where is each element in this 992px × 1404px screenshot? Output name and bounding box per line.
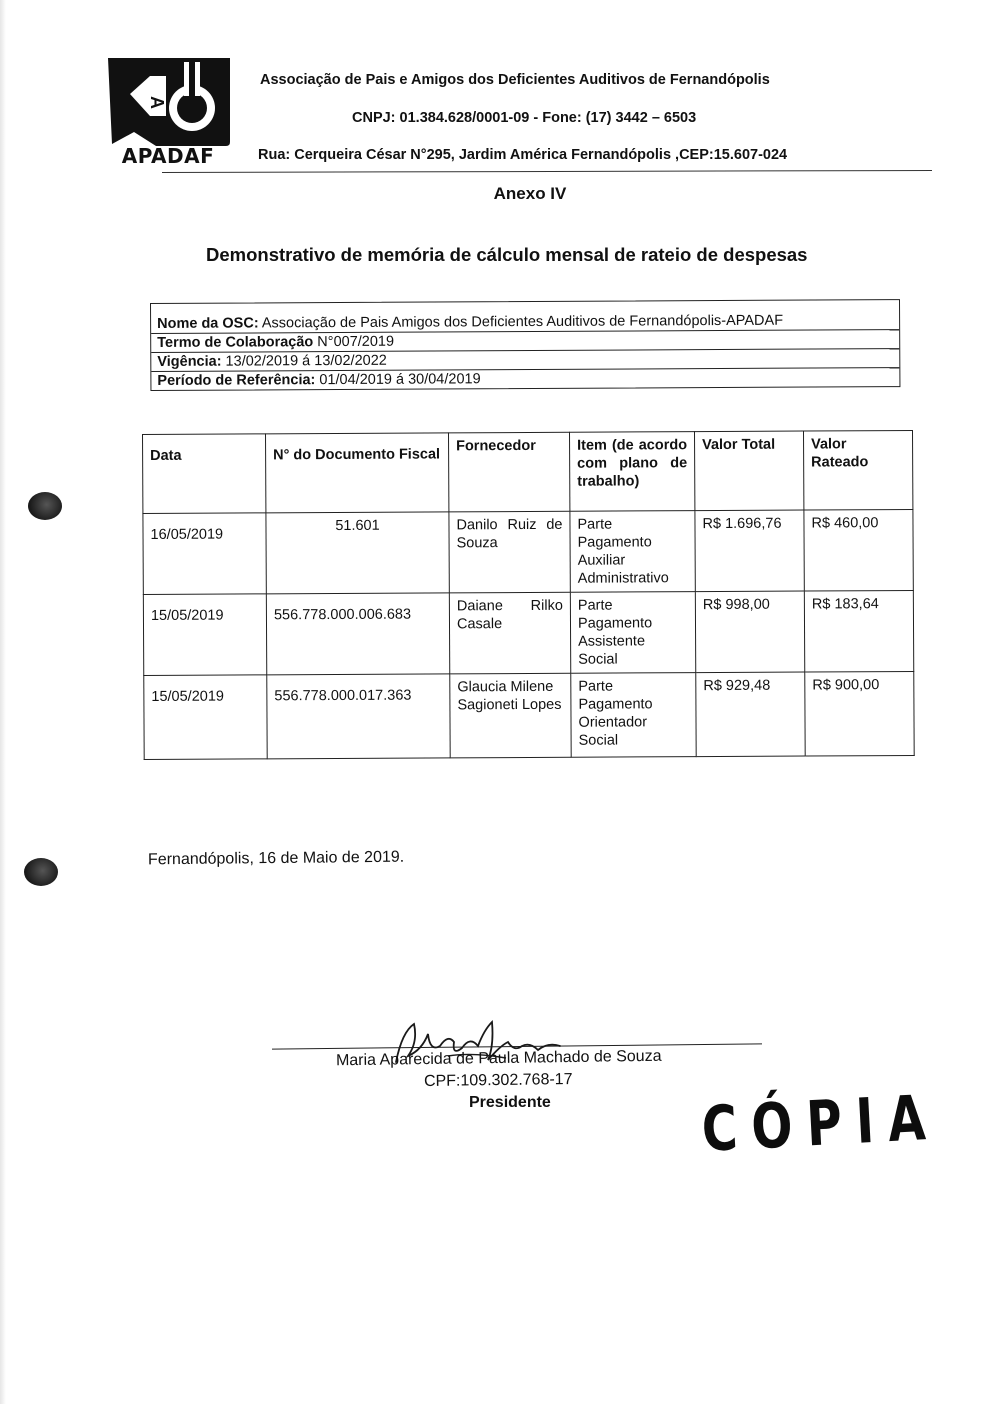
vigencia-label: Vigência: <box>157 353 222 370</box>
osc-name-value: Associação de Pais Amigos dos Deficientes Auditivos de Fernandópolis-APADAF <box>258 312 784 332</box>
cell-doc: 51.601 <box>266 512 449 594</box>
periodo-value: 01/04/2019 á 30/04/2019 <box>315 371 481 389</box>
header-divider <box>162 170 932 173</box>
org-name: Associação de Pais e Amigos dos Deficientes Auditivos de Fernandópolis <box>260 72 770 88</box>
header-item: Item (de acordo com plano de trabalho) <box>569 432 694 512</box>
osc-info-box <box>150 299 900 391</box>
cell-valor-total: R$ 998,00 <box>695 591 804 673</box>
document-title: Demonstrativo de memória de cálculo mensal de rateio de despesas <box>206 244 808 265</box>
signer-cpf: CPF:109.302.768-17 <box>423 1070 573 1091</box>
cell-item: Parte Pagamento Assistente Social <box>570 592 695 674</box>
cell-item: Parte Pagamento Orientador Social <box>571 673 696 758</box>
cell-fornecedor: Danilo Ruiz de Souza <box>449 511 570 593</box>
cell-doc: 556.778.000.006.683 <box>266 593 449 675</box>
cell-valor-rateado: R$ 183,64 <box>804 590 913 672</box>
table-header-row <box>143 430 913 513</box>
logo-letter-a: A <box>147 96 167 109</box>
periodo-label: Período de Referência: <box>157 372 316 389</box>
cell-data: 16/05/2019 <box>143 513 266 595</box>
org-address: Rua: Cerqueira César N°295, Jardim América Fernandópolis ,CEP:15.607-024 <box>258 147 788 163</box>
header-fornecedor: Fornecedor <box>448 432 569 512</box>
cell-valor-total: R$ 1.696,76 <box>695 510 804 592</box>
expense-table <box>142 430 915 760</box>
cell-doc: 556.778.000.017.363 <box>267 674 450 759</box>
table-row <box>143 590 913 675</box>
cell-data: 15/05/2019 <box>143 594 266 676</box>
cell-fornecedor: Daiane Rilko Casale <box>449 592 570 674</box>
punch-hole <box>24 858 58 886</box>
osc-name-row <box>151 300 899 334</box>
header-data: Data <box>143 434 266 514</box>
termo-label: Termo de Colaboração <box>157 334 314 351</box>
header-doc: N° do Documento Fiscal <box>266 433 449 513</box>
copy-stamp: CÓPIA <box>700 1080 942 1166</box>
vigencia-value: 13/02/2019 á 13/02/2022 <box>221 352 387 370</box>
punch-hole <box>28 492 62 520</box>
cnpj-phone: CNPJ: 01.384.628/0001-09 - Fone: (17) 3442 – 6503 <box>352 110 697 126</box>
header-valor-total: Valor Total <box>694 431 803 511</box>
cell-item: Parte Pagamento Auxiliar Administrativo <box>570 511 695 593</box>
periodo-row <box>151 368 899 390</box>
annex-title: Anexo IV <box>493 184 567 203</box>
logo-wordmark: APADAF <box>121 144 215 168</box>
cell-valor-total: R$ 929,48 <box>696 672 805 757</box>
table-row <box>144 671 914 759</box>
cell-fornecedor: Glaucia Milene Sagioneti Lopes <box>450 673 571 758</box>
header-valor-rateado: Valor Rateado <box>803 430 912 510</box>
signer-role: Presidente <box>469 1094 551 1111</box>
table-row <box>143 509 913 594</box>
signer-name: Maria Aparecida de Paula Machado de Souza <box>335 1047 662 1070</box>
osc-name-label: Nome da OSC: <box>157 315 259 332</box>
cell-valor-rateado: R$ 900,00 <box>805 671 914 756</box>
cell-valor-rateado: R$ 460,00 <box>804 509 913 591</box>
cell-data: 15/05/2019 <box>144 675 267 760</box>
scan-edge-shadow <box>0 0 6 1404</box>
city-date: Fernandópolis, 16 de Maio de 2019. <box>147 848 405 869</box>
termo-value: N°007/2019 <box>313 333 395 351</box>
